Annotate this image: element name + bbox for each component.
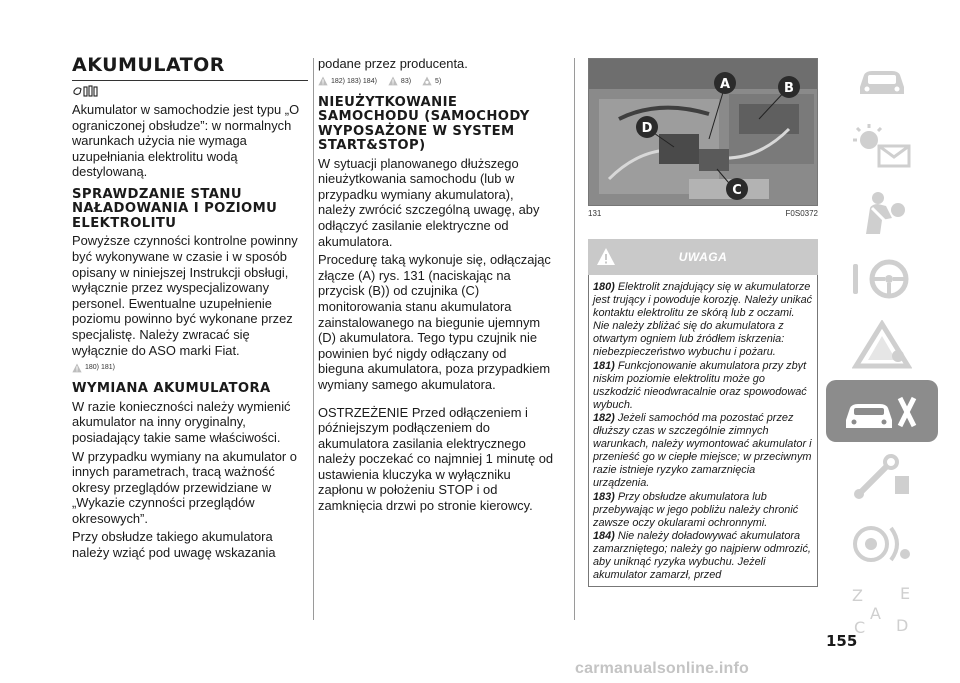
tab-starting-driving[interactable]: [826, 248, 938, 310]
warning-item: [593, 360, 813, 412]
warning-reference-numbers: 182) 183) 184): [331, 77, 377, 85]
chapter-tabs: [826, 50, 948, 644]
warning-item-number: 180): [593, 281, 615, 293]
subheading-storage: NIEUŻYTKOWANIE SAMOCHODU (SAMOCHODY WYPOSAŻONE W SYSTEM START&STOP): [318, 94, 530, 154]
alphabetical-index-icon: [842, 581, 922, 637]
callout-d: D: [641, 121, 653, 136]
callout-c: C: [732, 183, 742, 198]
figure-code: F0S0372: [785, 209, 818, 218]
warning-reference-row: [72, 361, 308, 374]
subheading-replacement: WYMIANA AKUMULATORA: [72, 381, 271, 397]
steering-wheel-icon: [847, 254, 917, 304]
warning-item-text: Funkcjonowanie akumulatora przy zbyt niskim poziomie elektrolitu może go uszkodzić nieodwracalnie oraz spowodować wybuch.: [593, 359, 807, 411]
warning-item-text: Elektrolit znajdujący się w akumulatorze jest trujący i powoduje korozję. Należy unikać kontaktu elektrolitu ze skórą lub z oczami. Nie należy zbliżać się do akumulatora z otwartym ogniem lub źródłem iskrzenia: niebezpieczeństwo wybuchu i pożaru.: [593, 281, 813, 359]
tab-dashboard-lights[interactable]: [826, 116, 938, 178]
watermark: carmanualsonline.info: [575, 660, 750, 677]
section-title: AKUMULATOR: [72, 54, 225, 76]
text-column-1: [72, 50, 308, 564]
caution-triangle-icon: [388, 76, 398, 86]
warning-item-number: 184): [593, 529, 615, 542]
multimedia-icon: [847, 518, 917, 568]
replacement-paragraph: W przypadku wymiany na akumulator o innych parametrach, tracą ważność okresy przeglądów przewidziane w „Wykazie czynności przeglądów okresowych”.: [72, 448, 297, 526]
callout-b: B: [784, 81, 794, 96]
battery-photo-illustration: [589, 59, 818, 206]
procedure-paragraph: Procedurę taką wykonuje się, odłączając złącze (A) rys. 131 (naciskając na przycisk (B)) od czujnika (C) monitorowania stanu akumulatora zainstalowanego na biegunie ujemnym (D) akumulatora. Tego typu czujnik nie powinien być nigdy odłączany od bieguna akumulatora, poza przypadkiem wymiany samego akumulatora.: [318, 252, 551, 392]
seat-airbag-icon: [852, 188, 912, 238]
battery-sensor-photo: [588, 58, 818, 206]
caution-paragraph: OSTRZEŻENIE Przed odłączeniem i późniejszym podłączeniem do akumulatora zasilania elektrycznego należy poczekać co najmniej 1 minutę od ustawienia kluczyka w wyłączniku zapłonu w położeniu STOP i od zamknięcia drzwi po stronie kierowcy.: [318, 404, 554, 514]
environment-symbol-row: [72, 85, 308, 98]
subheading-check-charge: SPRAWDZANIE STANU NAŁADOWANIA I POZIOMU ELEKTROLITU: [72, 186, 278, 231]
column-divider: [313, 58, 314, 620]
column-divider: [574, 58, 575, 620]
figure-number: 131: [588, 209, 602, 218]
car-maintenance-icon: [842, 386, 922, 436]
warning-item-text: Jeżeli samochód ma pozostać przez dłuższy czas w szczególnie zimnych warunkach, należy wymontować akumulator i przenieść go w ciepłe miejsce; w przeciwnym razie istnieje ryzyko zamarznięcia urządzenia.: [593, 411, 812, 490]
warning-triangle-icon: [596, 247, 616, 267]
warning-title: UWAGA: [678, 250, 728, 264]
tab-safety[interactable]: [826, 182, 938, 244]
tab-multimedia[interactable]: [826, 512, 938, 574]
warning-reference-row: [318, 75, 554, 88]
warning-reference-numbers: 180) 181): [85, 364, 115, 372]
intro-paragraph: Akumulator w samochodzie jest typu „O ograniczonej obsłudze”: w normalnych warunkach użycia nie wymaga uzupełniania elektrolitu wodą destylowaną.: [72, 102, 300, 180]
hazard-triangle-icon: [852, 320, 912, 370]
check-paragraph: Powyższe czynności kontrolne powinny być wykonywane w czasie i w sposób opisany w niniejszej Instrukcji obsługi, wyłącznie przez wyspecjalizowany personel. Ewentualne uzupełnienie poziomu powinno być wykonane przez specjalistę. Należy zwracać się wyłącznie do ASO marki Fiat.: [72, 233, 298, 358]
replacement-paragraph: W razie konieczności należy wymienić akumulator na inny oryginalny, posiadający takie same właściwości.: [72, 398, 291, 445]
warning-item-number: 181): [593, 359, 615, 372]
index-letter: E: [900, 584, 911, 603]
car-front-icon: [852, 61, 912, 101]
environment-leaf-icon: [422, 76, 432, 86]
tab-technical-data[interactable]: [826, 446, 938, 508]
warning-item: [593, 530, 813, 582]
technical-data-icon: [847, 452, 917, 502]
tab-emergency[interactable]: [826, 314, 938, 376]
text-column-2: [318, 50, 554, 517]
caution-reference-numbers: 83): [400, 77, 412, 85]
dashboard-lights-icon: [847, 122, 917, 172]
warning-triangle-icon: [72, 363, 82, 373]
figure-warning-column: [588, 50, 818, 587]
warning-item-number: 182): [593, 411, 615, 424]
continuation-paragraph: podane przez producenta.: [318, 56, 468, 71]
warning-item-text: Nie należy doładowywać akumulatora zamarzniętego; należy go najpierw odmrozić, aby uniknąć ryzyka wybuchu. Jeżeli akumulator zamarzł, przed: [593, 529, 811, 582]
environment-recycle-icon: [72, 85, 102, 98]
index-letter: D: [896, 616, 909, 635]
warning-triangle-icon: [318, 76, 328, 86]
warning-header: [588, 239, 818, 275]
replacement-paragraph: Przy obsłudze takiego akumulatora należy wziąć pod uwagę wskazania: [72, 529, 276, 561]
warning-item-text: Przy obsłudze akumulatora lub przebywając w jego pobliżu należy chronić zawsze oczy okularami ochronnymi.: [593, 490, 799, 529]
storage-paragraph: W sytuacji planowanego dłuższego nieużytkowania samochodu (lub w przypadku wymiany akumulatora), należy zwrócić szczególną uwagę, aby odłączyć zasilanie elektryczne od akumulatora.: [318, 155, 540, 249]
callout-a: A: [719, 77, 731, 92]
warning-box: [588, 275, 818, 587]
index-letter: Z: [852, 586, 863, 605]
figure-caption: [588, 209, 818, 221]
warning-item: [593, 491, 813, 530]
tab-maintenance[interactable]: [826, 380, 938, 442]
index-letter: C: [854, 618, 866, 637]
page-number: 155: [826, 632, 858, 650]
warning-item-number: 183): [593, 490, 615, 503]
title-underline: [72, 80, 308, 81]
environment-reference-numbers: 5): [435, 77, 442, 85]
warning-item: [593, 412, 813, 491]
tab-index[interactable]: [826, 578, 938, 640]
warning-item: [593, 281, 813, 360]
index-letter: A: [870, 604, 881, 623]
tab-car-front[interactable]: [826, 50, 938, 112]
